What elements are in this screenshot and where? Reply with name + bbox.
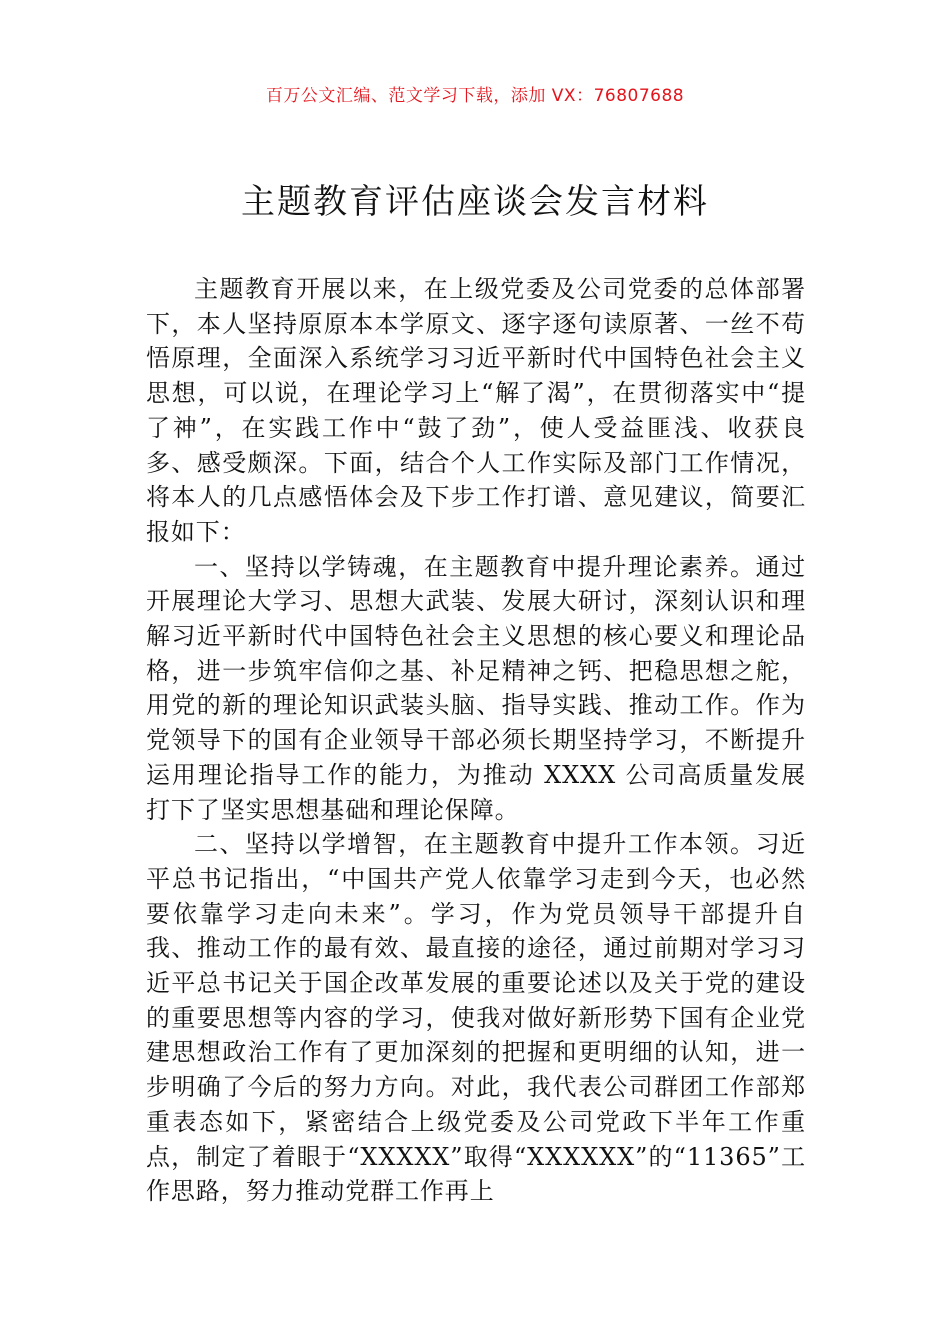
document-title: 主题教育评估座谈会发言材料: [241, 182, 709, 222]
document-body: [146, 272, 806, 1209]
header-watermark-note: 百万公文汇编、范文学习下载，添加 VX：76807688: [265, 86, 685, 106]
paragraph-intro: 主题教育开展以来，在上级党委及公司党委的总体部署下，本人坚持原原本本学原文、逐字逐句读原著、一丝不苟悟原理，全面深入系统学习习近平新时代中国特色社会主义思想，可以说，在理论学习上“解了渴”，在贯彻落实中“提了神”，在实践工作中“鼓了劲”，使人受益匪浅、收获良多、感受颇深。下面，结合个人工作实际及部门工作情况，将本人的几点感悟体会及下步工作打谱、意见建议，简要汇报如下：: [146, 275, 806, 546]
paragraph-section-two: 二、坚持以学增智，在主题教育中提升工作本领。习近平总书记指出，“中国共产党人依靠学习走到今天，也必然要依靠学习走向未来”。学习，作为党员领导干部提升自我、推动工作的最有效、最直接的途径，通过前期对学习习近平总书记关于国企改革发展的重要论述以及关于党的建设的重要思想等内容的学习，使我对做好新形势下国有企业党建思想政治工作有了更加深刻的把握和更明细的认知，进一步明确了今后的努力方向。对此，我代表公司群团工作部郑重表态如下，紧密结合上级党委及公司党政下半年工作重点，制定了着眼于“XXXXX”取得“XXXXXX”的“11365”工作思路，努力推动党群工作再上: [146, 830, 806, 1206]
paragraph-section-one: 一、坚持以学铸魂，在主题教育中提升理论素养。通过开展理论大学习、思想大武装、发展大研讨，深刻认识和理解习近平新时代中国特色社会主义思想的核心要义和理论品格，进一步筑牢信仰之基、补足精神之钙、把稳思想之舵，用党的新的理论知识武装头脑、指导实践、推动工作。作为党领导下的国有企业领导干部必须长期坚持学习，不断提升运用理论指导工作的能力，为推动 XXXX 公司高质量发展打下了坚实思想基础和理论保障。: [146, 552, 806, 824]
